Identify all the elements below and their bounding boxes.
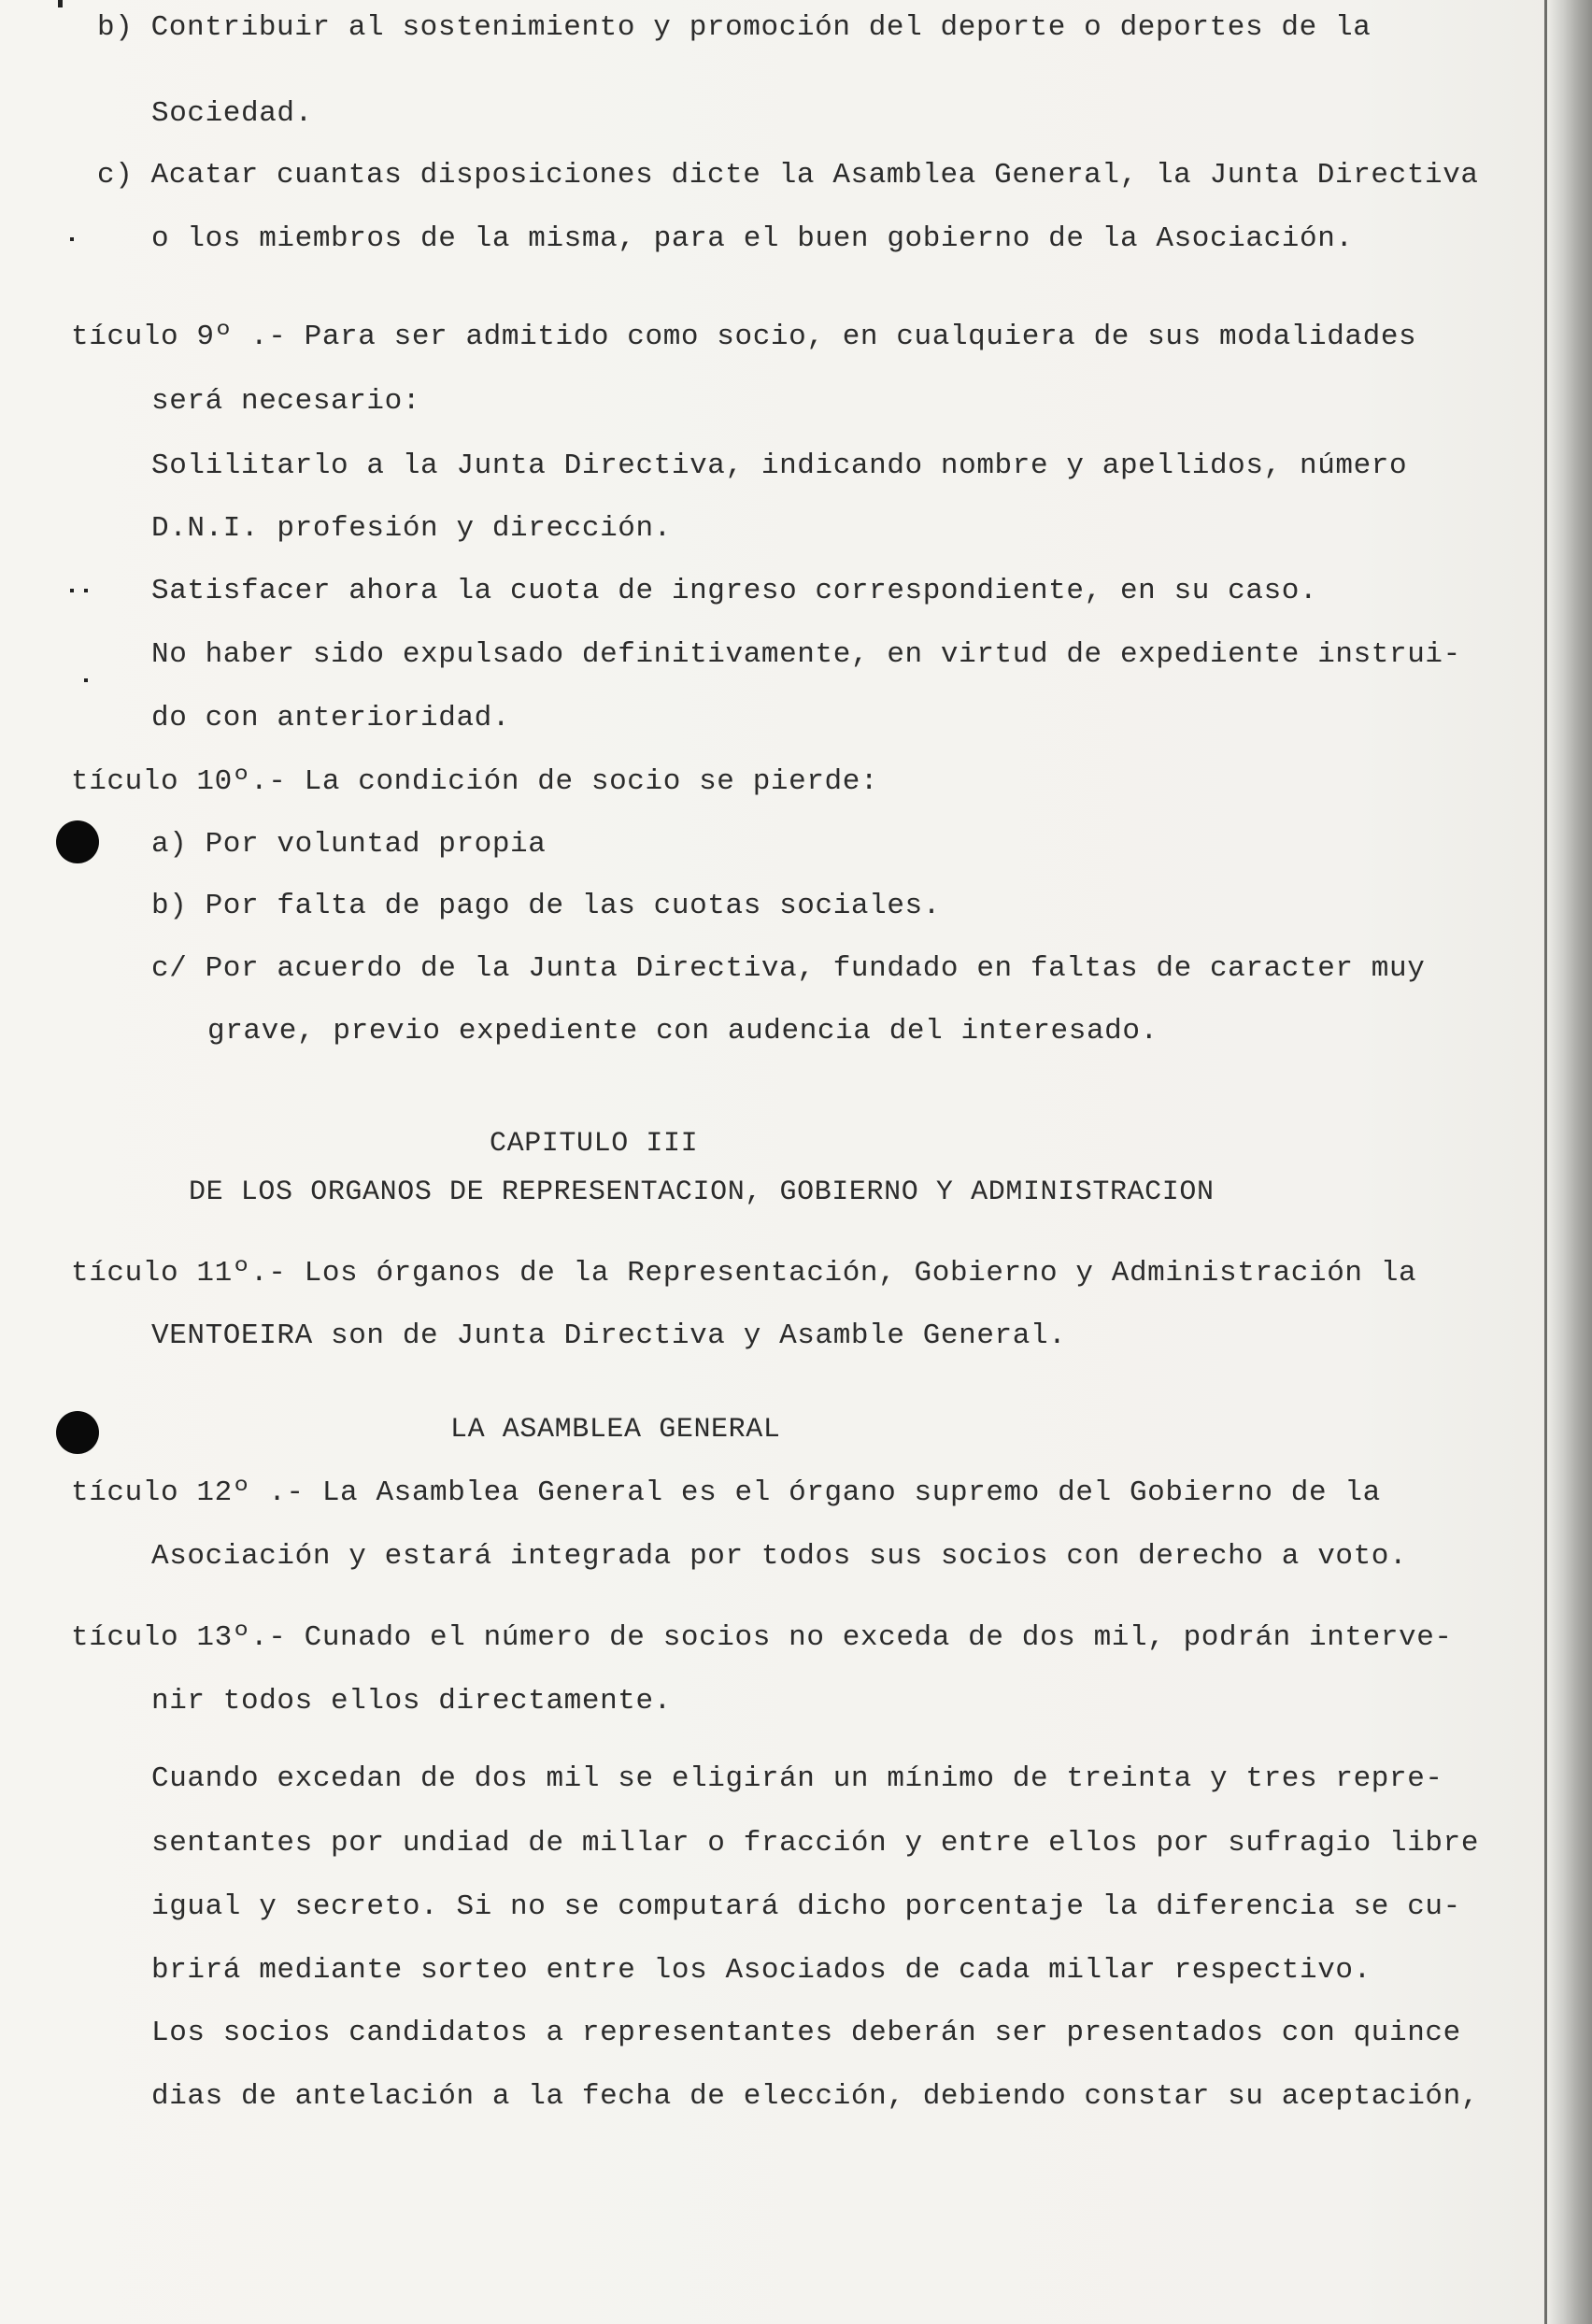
text-line: igual y secreto. Si no se computará dicho porcentaje la diferencia se cu- (151, 1890, 1461, 1923)
text-line: tículo 11º.- Los órganos de la Representación, Gobierno y Administración la (71, 1257, 1417, 1290)
text-line: Sociedad. (151, 97, 313, 130)
punch-hole (56, 820, 99, 863)
text-line: Los socios candidatos a representantes deberán ser presentados con quince (151, 2017, 1461, 2049)
text-line: VENTOEIRA son de Junta Directiva y Asamble General. (151, 1319, 1067, 1352)
scan-edge-shadow (1547, 0, 1592, 2324)
scan-mark (70, 589, 74, 592)
text-line: b) Por falta de pago de las cuotas sociales. (151, 890, 941, 922)
scan-mark (70, 237, 74, 241)
section-title: LA ASAMBLEA GENERAL (450, 1414, 781, 1446)
text-line: a) Por voluntad propia (151, 828, 547, 861)
text-line: brirá mediante sorteo entre los Asociados de cada millar respectivo. (151, 1954, 1372, 1987)
text-line: c/ Por acuerdo de la Junta Directiva, fundado en faltas de caracter muy (151, 952, 1426, 985)
text-line: nir todos ellos directamente. (151, 1685, 672, 1718)
scan-mark (58, 0, 63, 7)
text-line: dias de antelación a la fecha de elección, debiendo constar su aceptación, (151, 2080, 1480, 2113)
chapter-subtitle: DE LOS ORGANOS DE REPRESENTACION, GOBIERNO Y ADMINISTRACION (189, 1176, 1215, 1208)
text-line: tículo 9º .- Para ser admitido como socio, en cualquiera de sus modalidades (71, 321, 1417, 353)
text-line: No haber sido expulsado definitivamente, en virtud de expediente instrui- (151, 638, 1461, 671)
text-line: Cuando excedan de dos mil se eligirán un mínimo de treinta y tres repre- (151, 1762, 1443, 1795)
text-line: b) Contribuir al sostenimiento y promoción del deporte o deportes de la (97, 11, 1372, 44)
scan-mark (84, 589, 88, 592)
text-line: Asociación y estará integrada por todos sus socios con derecho a voto. (151, 1540, 1408, 1573)
text-line: grave, previo expediente con audencia del interesado. (207, 1015, 1158, 1048)
text-line: o los miembros de la misma, para el buen gobierno de la Asociación. (151, 222, 1354, 255)
chapter-title: CAPITULO III (490, 1128, 699, 1160)
text-line: será necesario: (151, 385, 421, 418)
text-line: tículo 13º.- Cunado el número de socios no exceda de dos mil, podrán interve- (71, 1621, 1453, 1654)
scan-edge-line (1544, 0, 1547, 2324)
text-line: c) Acatar cuantas disposiciones dicte la Asamblea General, la Junta Directiva (97, 159, 1479, 192)
text-line: D.N.I. profesión y dirección. (151, 512, 672, 545)
text-line: Satisfacer ahora la cuota de ingreso correspondiente, en su caso. (151, 575, 1318, 607)
scan-mark (84, 678, 88, 682)
text-line: sentantes por undiad de millar o fracción y entre ellos por sufragio libre (151, 1827, 1480, 1860)
text-line: tículo 12º .- La Asamblea General es el órgano supremo del Gobierno de la (71, 1476, 1381, 1509)
text-line: do con anterioridad. (151, 702, 511, 734)
text-line: Solilitarlo a la Junta Directiva, indicando nombre y apellidos, número (151, 449, 1408, 482)
text-line: tículo 10º.- La condición de socio se pierde: (71, 765, 879, 798)
punch-hole (56, 1411, 99, 1454)
